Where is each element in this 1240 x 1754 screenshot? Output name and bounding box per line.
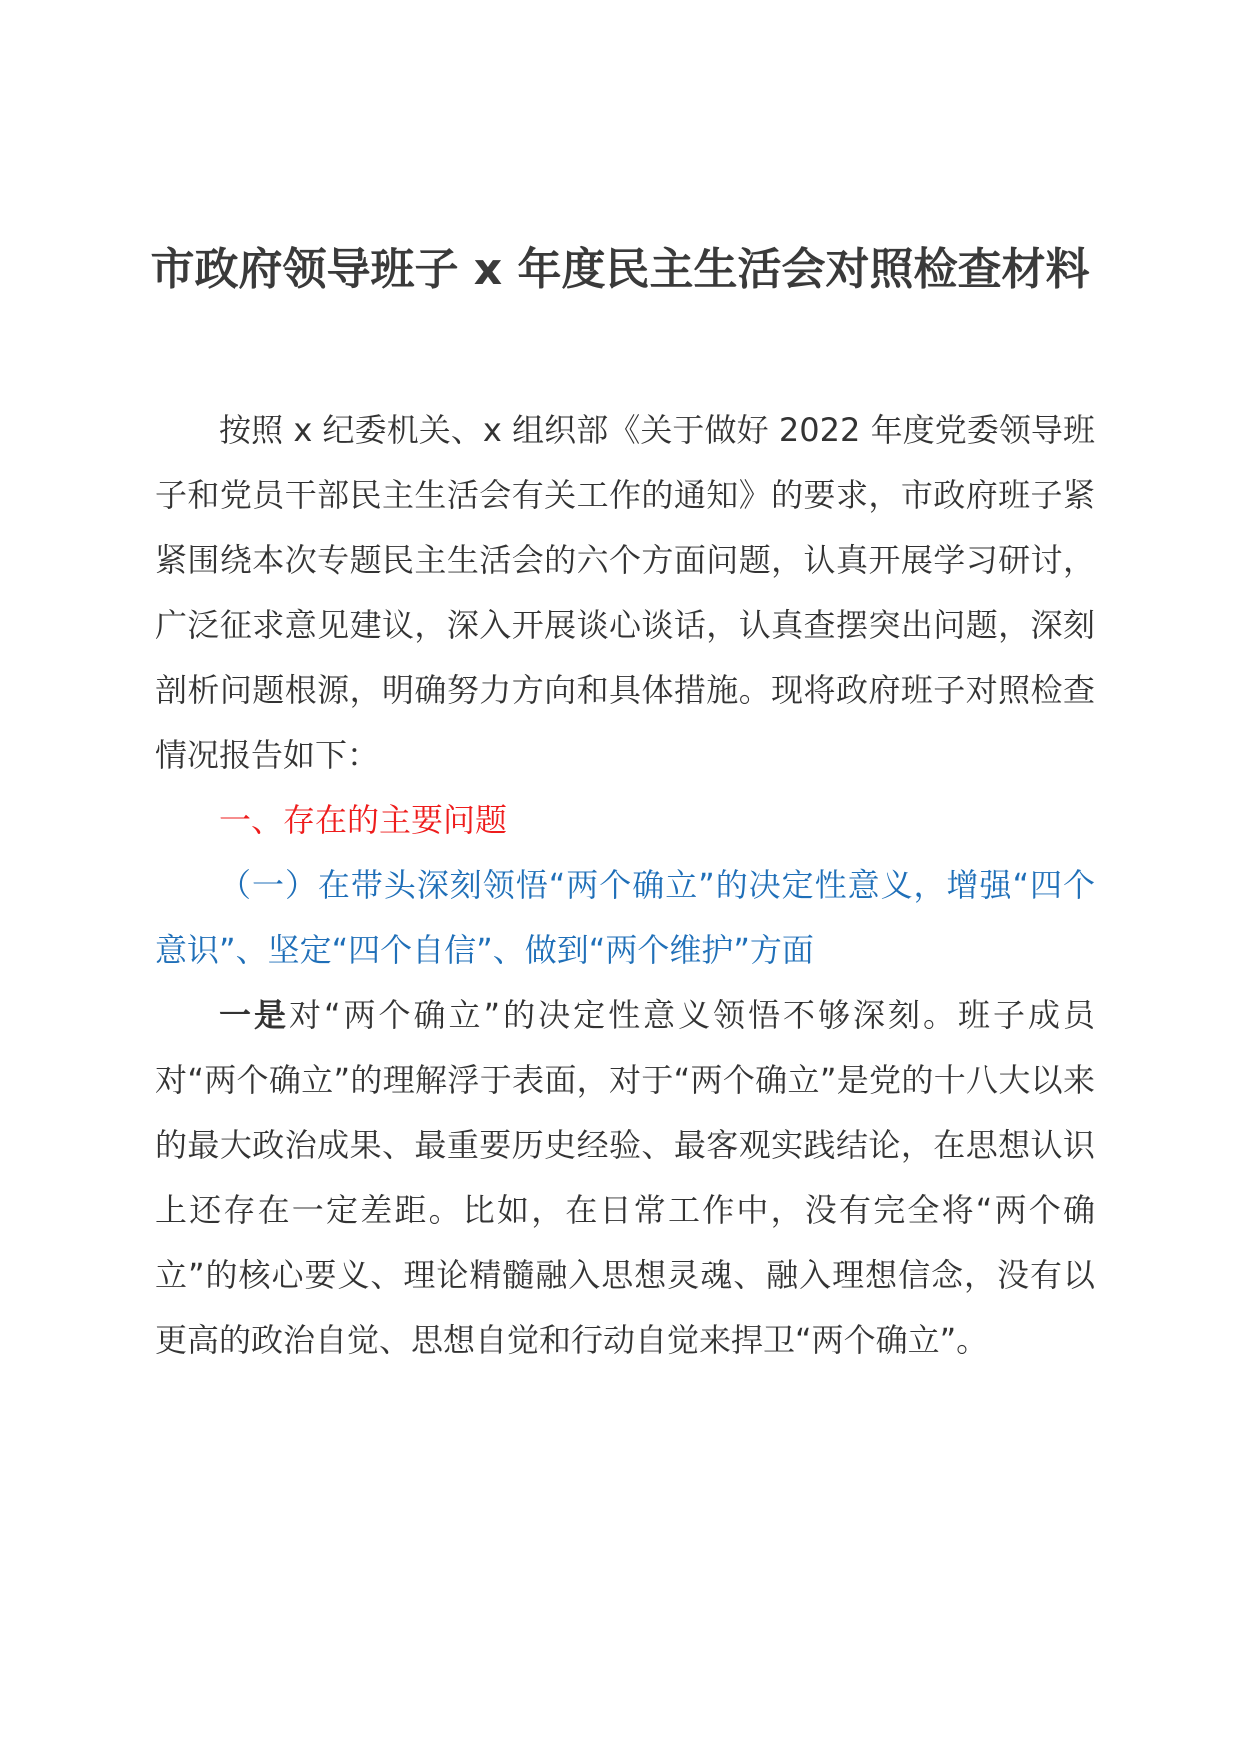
section-heading: 一、存在的主要问题 — [219, 801, 508, 839]
point-paragraph — [155, 983, 1095, 1373]
document-title: 市政府领导班子 x 年度民主生活会对照检查材料 — [150, 244, 1090, 295]
intro-paragraph: 按照 x 纪委机关、x 组织部《关于做好 2022 年度党委领导班子和党员干部民主生活会有关工作的通知》的要求，市政府班子紧紧围绕本次专题民主生活会的六个方面问题，认真开展学习研讨，广泛征求意见建议，深入开展谈心谈话，认真查摆突出问题，深刻剖析问题根源，明确努力方向和具体措施。现将政府班子对照检查情况报告如下： — [155, 411, 1095, 774]
subsection-heading: （一）在带头深刻领悟“两个确立”的决定性意义，增强“四个意识”、坚定“四个自信”、做到“两个维护”方面 — [155, 866, 1095, 969]
document-body — [155, 398, 1095, 1373]
point-text: 对“两个确立”的决定性意义领悟不够深刻。班子成员对“两个确立”的理解浮于表面，对于“两个确立”是党的十八大以来的最大政治成果、最重要历史经验、最客观实践结论，在思想认识上还存在一定差距。比如，在日常工作中，没有完全将“两个确立”的核心要义、理论精髓融入思想灵魂、融入理想信念，没有以更高的政治自觉、思想自觉和行动自觉来捍卫“两个确立”。 — [155, 996, 1095, 1359]
point-lead: 一是 — [219, 996, 289, 1034]
